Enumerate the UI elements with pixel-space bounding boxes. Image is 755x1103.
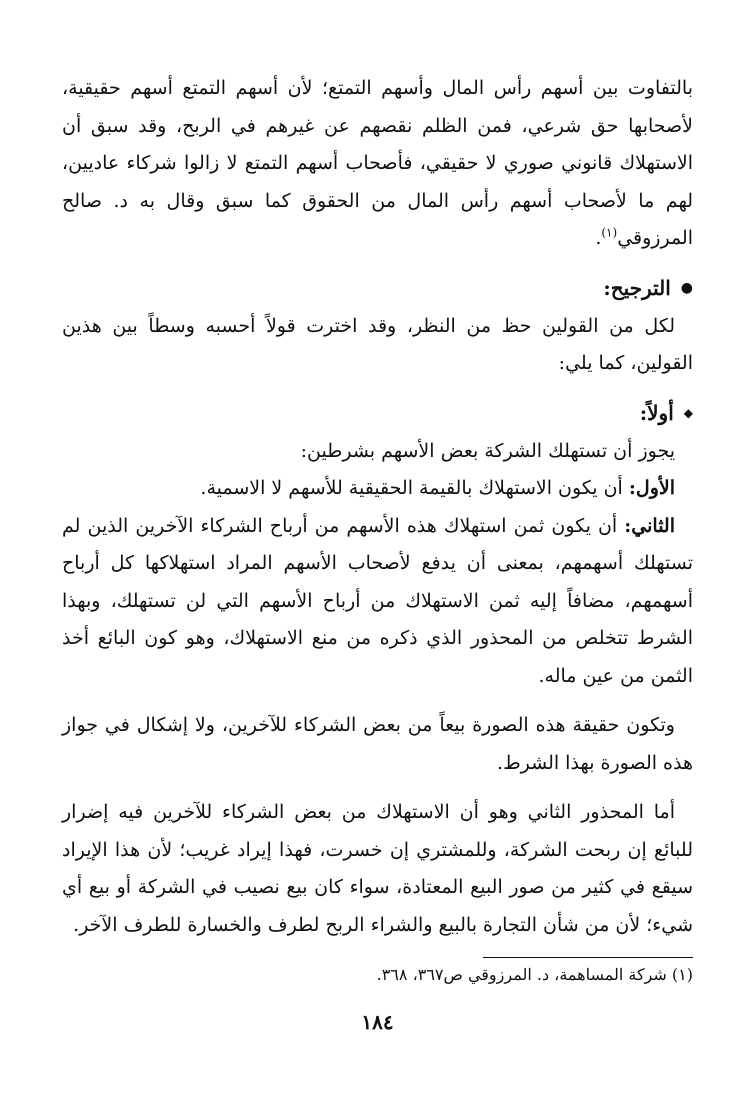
paragraph-2: لكل من القولين حظ من النظر، وقد اخترت قولاً أحسبه وسطاً بين هذين القولين، كما يلي: [62,314,693,374]
paragraph-1-text: بالتفاوت بين أسهم رأس المال وأسهم التمتع؛ لأن أسهم التمتع أسهم حقيقية، لأصحابها حق شرعي، فمن الظلم نقصهم عن غيرهم في الربح، وقد سبق أن الاستهلاك قانوني صوري لا حقيقي، فأصحاب أسهم التمتع لا زالوا شركاء عاديين، لهم ما لأصحاب أسهم رأس المال من الحقوق كما سبق وقال به د. صالح المرزوقي [62,77,693,249]
footnote: (١) شركة المساهمة، د. المرزوقي ص٣٦٧، ٣٦٨. [376,965,693,984]
condition-second [62,508,693,696]
condition-second-text: أن يكون ثمن استهلاك هذه الأسهم من أرباح الشركاء الآخرين الذين لم تستهلك أسهمهم، بمعنى أن يدفع لأصحاب الأسهم المراد استهلاكها كل أرباح أسهمهم، مضافاً إليه ثمن الاستهلاك من أرباح الأسهم التي لن تستهلك، وبهذا الشرط تتخلص من المحذور الذي ذكره من منع الاستهلاك، وهو كون البائع أخذ الثمن من عين ماله. [62,514,693,687]
section-heading-tarjih-label: الترجيح: [603,275,671,300]
section-heading-tarjih [62,268,693,308]
paragraph-5: أما المحذور الثاني وهو أن الاستهلاك من بعض الشركاء للآخرين فيه إضرار للبائع إن ربحت الشركة، وللمشتري إن خسرت، فهذا إيراد غريب؛ لأن هذا الإيراد سيقع في كثير من صور البيع المعتادة، سواء كان بيع نصيب في الشركة أو بيع أي شيء؛ لأن من شأن التجارة بالبيع والشراء الربح لطرف والخسارة للطرف الآخر. [62,801,693,936]
diamond-bullet-icon: ◆ [683,405,693,420]
condition-first [62,470,693,508]
footnote-reference: (١) [601,225,618,240]
paragraph-3: يجوز أن تستهلك الشركة بعض الأسهم بشرطين: [300,439,675,462]
footnote-divider [483,957,693,958]
bullet-dot-icon: ● [680,279,693,296]
paragraph-1-end: . [595,227,602,249]
paragraph-1 [62,70,693,258]
section-heading-awwalan [62,393,693,433]
condition-first-text: أن يكون الاستهلاك بالقيمة الحقيقية للأسهم لا الاسمية. [200,477,629,499]
page-body [62,70,693,944]
condition-first-term: الأول: [628,477,675,499]
section-heading-awwalan-label: أولاً: [639,400,674,425]
condition-second-term: الثاني: [624,514,675,537]
page-number: ١٨٤ [361,1010,394,1034]
paragraph-4: وتكون حقيقة هذه الصورة بيعاً من بعض الشركاء للآخرين، ولا إشكال في جواز هذه الصورة بهذا الشرط. [62,714,693,774]
